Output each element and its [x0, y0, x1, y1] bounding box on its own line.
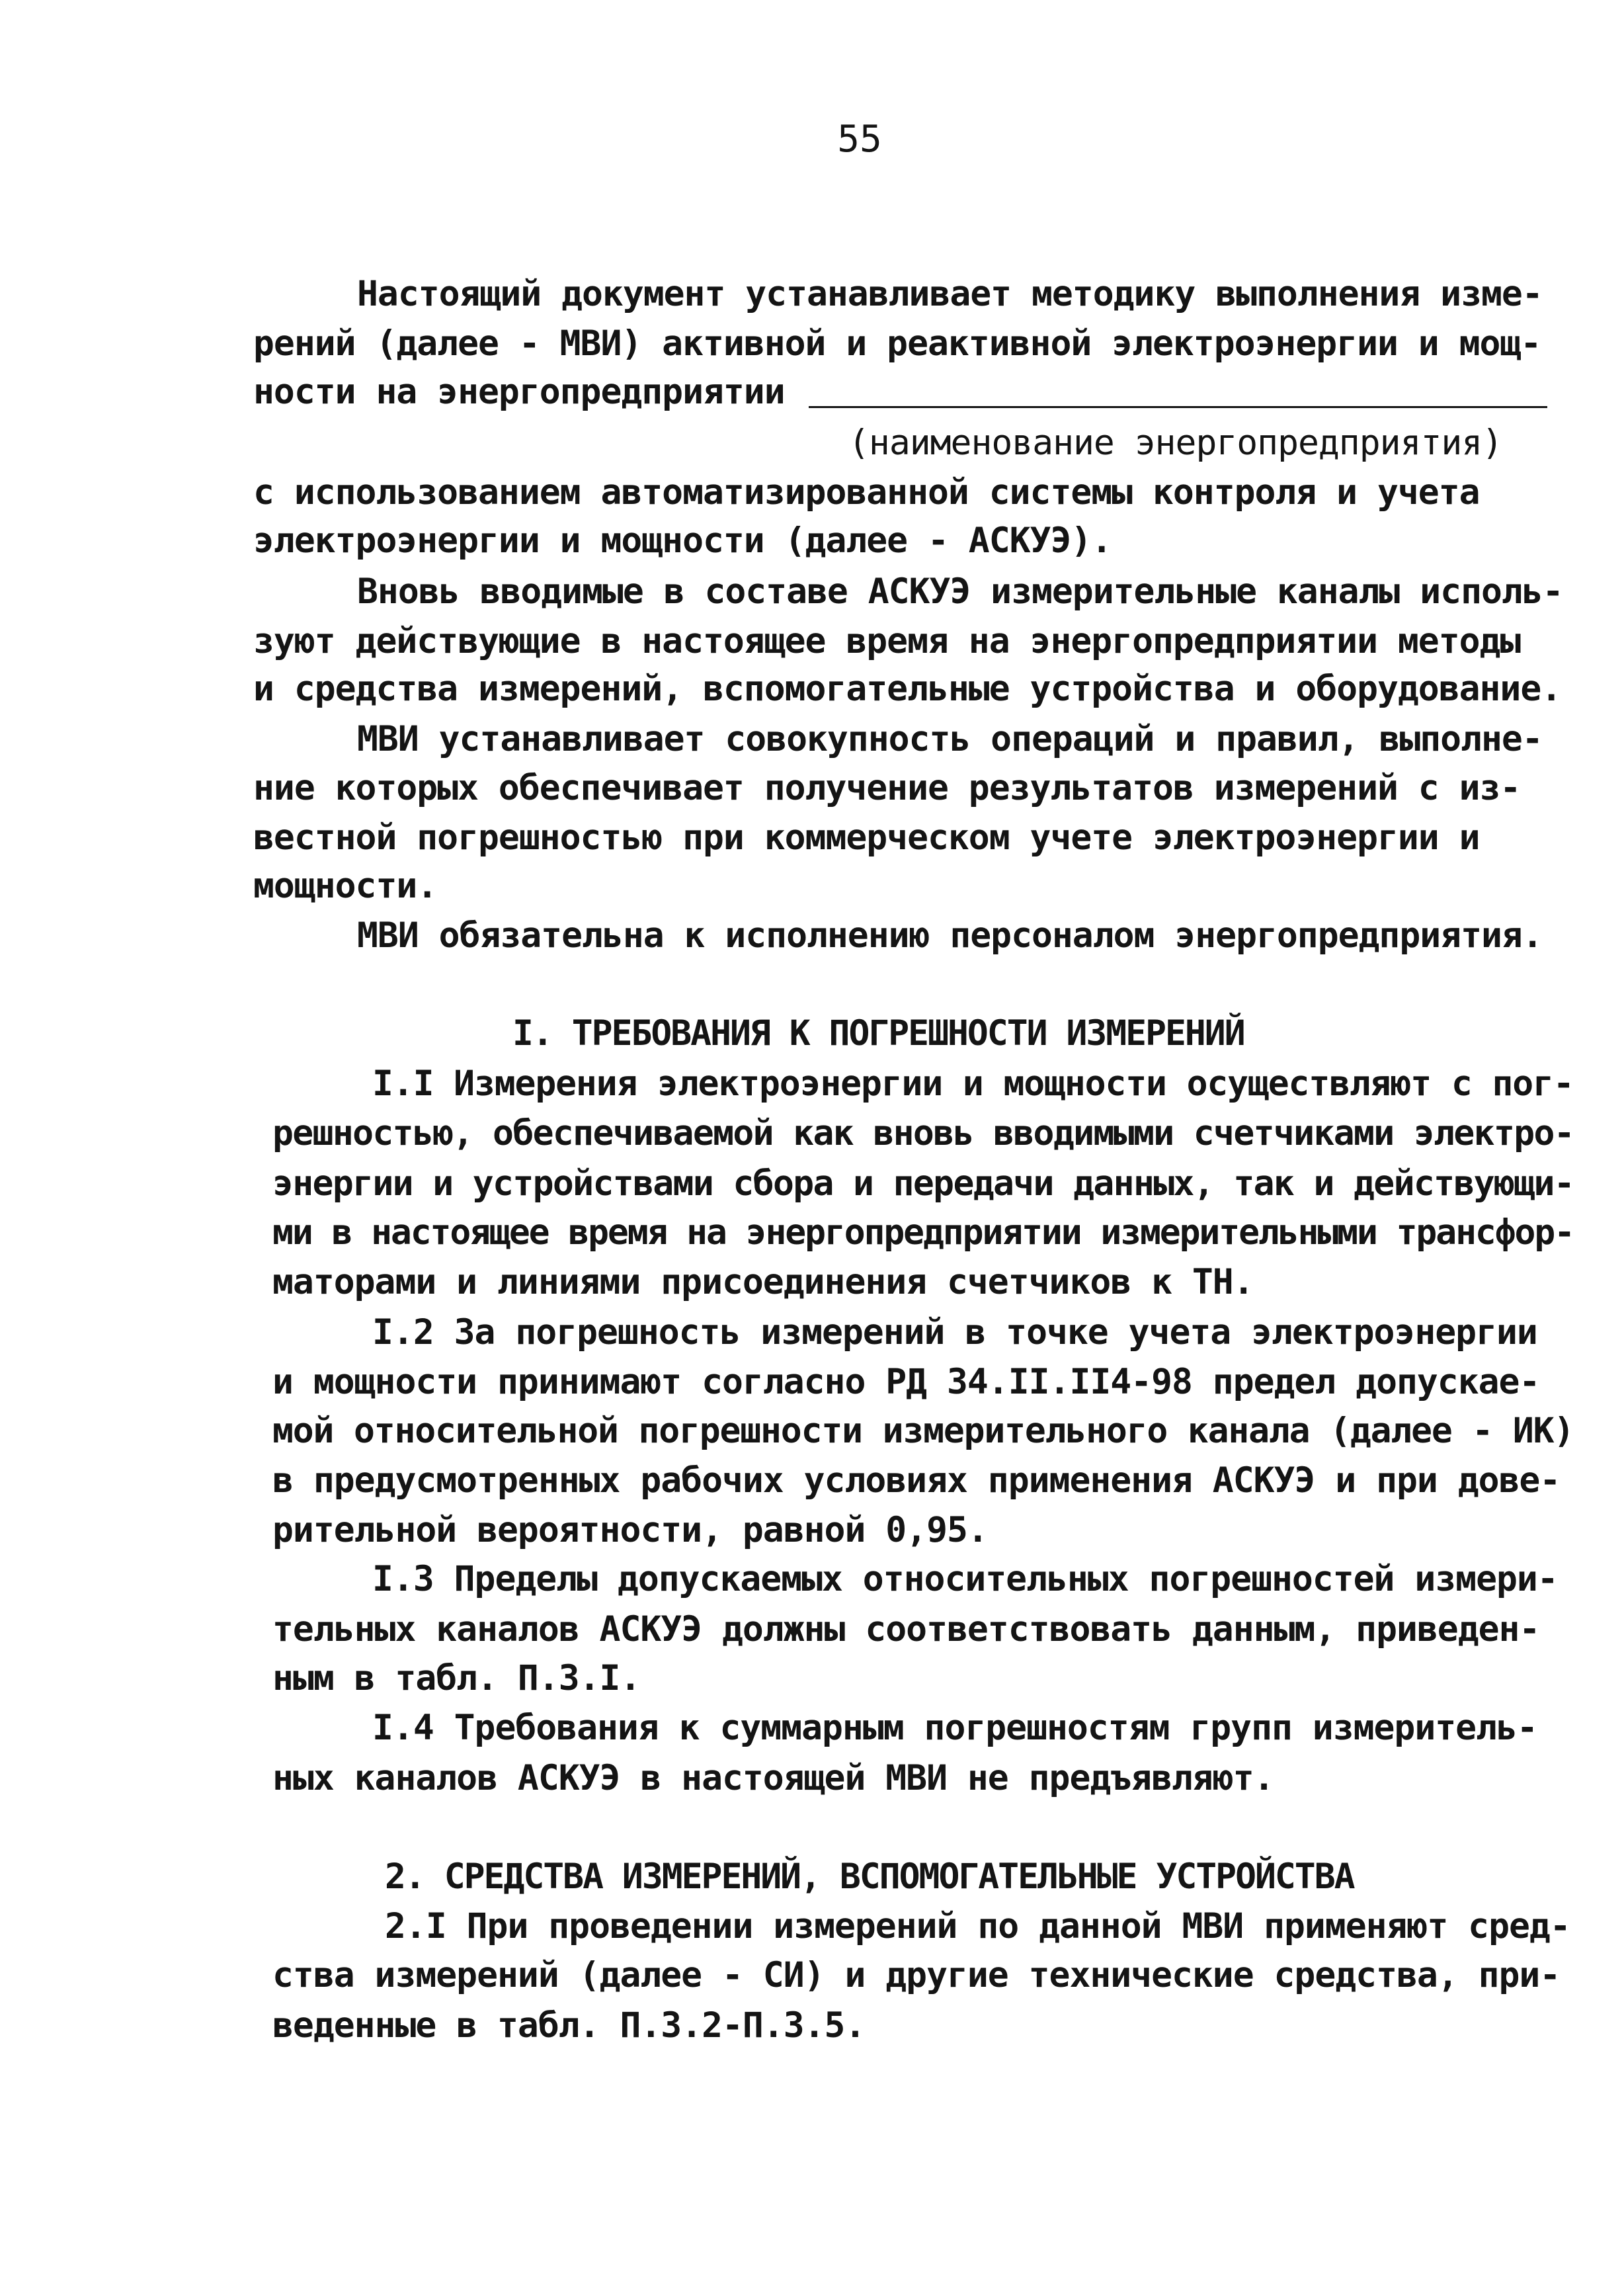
text-line: маторами и линиями присоединения счетчиков к ТН. [272, 1262, 1254, 1302]
text-line: зуют действующие в настоящее время на энергопредприятии методы [253, 621, 1521, 661]
text-line: Настоящий документ устанавливает методику выполнения изме- [357, 274, 1543, 314]
text-line: и средства измерений, вспомогательные устройства и оборудование. [253, 669, 1562, 709]
text-line: 2.I При проведении измерений по данной МВИ применяют сред- [385, 1906, 1570, 1946]
text-line: тельных каналов АСКУЭ должны соответствовать данным, приведен- [272, 1609, 1540, 1649]
text-line: I.4 Требования к суммарным погрешностям групп измеритель- [372, 1708, 1537, 1748]
text-line: ности на энергопредприятии [253, 372, 785, 412]
text-line: с использованием автоматизированной системы контроля и учета [253, 472, 1480, 513]
text-line: I.3 Пределы допускаемых относительных погрешностей измери- [372, 1559, 1558, 1599]
text-line: вестной погрешностью при коммерческом учете электроэнергии и [253, 817, 1480, 858]
text-line: и мощности принимают согласно РД 34.II.II4-98 предел допускае- [272, 1362, 1540, 1402]
text-line: энергии и устройствами сбора и передачи данных, так и действующи- [272, 1163, 1574, 1204]
page-number: 55 [837, 118, 882, 161]
text-line: I.I Измерения электроэнергии и мощности осуществляют с пог- [372, 1064, 1574, 1104]
blank-caption: (наименование энергопредприятия) [848, 423, 1503, 463]
text-line: электроэнергии и мощности (далее - АСКУЭ). [253, 521, 1112, 561]
text-line: МВИ обязательна к исполнению персоналом энергопредприятия. [357, 915, 1543, 956]
text-line: ми в настоящее время на энергопредприятии измерительными трансфор- [272, 1212, 1574, 1253]
text-line: Вновь вводимые в составе АСКУЭ измерительные каналы исполь- [357, 571, 1563, 612]
text-line: веденные в табл. П.3.2-П.3.5. [272, 2005, 866, 2046]
text-line: ных каналов АСКУЭ в настоящей МВИ не предъявляют. [272, 1758, 1274, 1798]
text-line: в предусмотренных рабочих условиях применения АСКУЭ и при дове- [272, 1460, 1561, 1501]
text-line: I.2 За погрешность измерений в точке учета электроэнергии [372, 1312, 1537, 1353]
text-line: ние которых обеспечивает получение результатов измерений с из- [253, 768, 1521, 808]
text-line: мой относительной погрешности измерительного канала (далее - ИК) [272, 1411, 1574, 1451]
text-line: мощности. [253, 866, 438, 906]
text-line: решностью, обеспечиваемой как вновь вводимыми счетчиками электро- [272, 1113, 1574, 1153]
fill-in-blank-line [809, 406, 1547, 408]
text-line: МВИ устанавливает совокупность операций и правил, выполне- [357, 719, 1543, 759]
text-line: ства измерений (далее - СИ) и другие технические средства, при- [272, 1955, 1561, 1995]
section-heading: I. ТРЕБОВАНИЯ К ПОГРЕШНОСТИ ИЗМЕРЕНИЙ [512, 1013, 1244, 1054]
section-heading: 2. СРЕДСТВА ИЗМЕРЕНИЙ, ВСПОМОГАТЕЛЬНЫЕ УСТРОЙСТВА [385, 1857, 1354, 1897]
text-line: ным в табл. П.3.I. [272, 1658, 641, 1698]
text-line: рений (далее - МВИ) активной и реактивной электроэнергии и мощ- [253, 323, 1541, 364]
text-line: рительной вероятности, равной 0,95. [272, 1510, 988, 1550]
